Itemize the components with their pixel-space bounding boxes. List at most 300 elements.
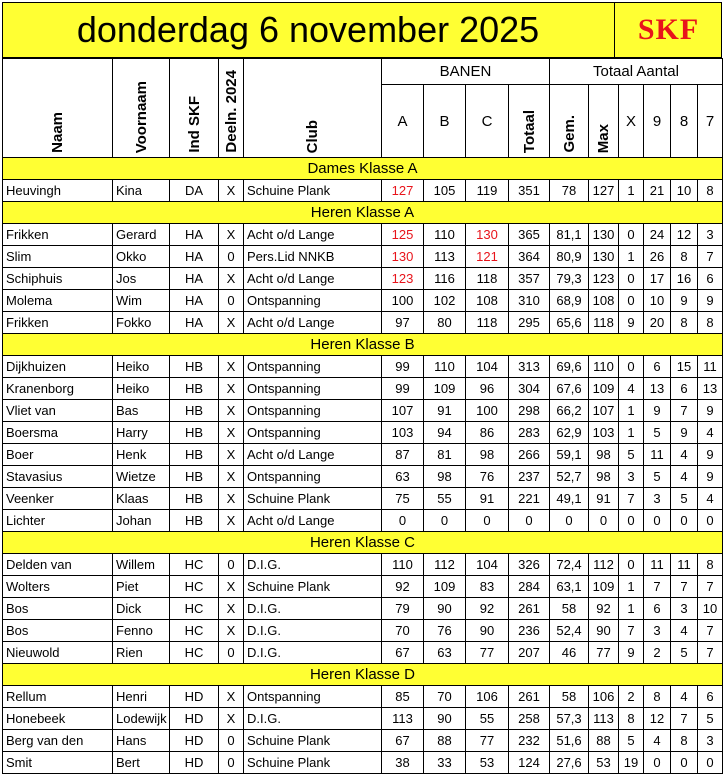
cell-n7: 0 [698, 752, 723, 774]
table-row [3, 708, 723, 730]
cell-n8: 16 [671, 268, 698, 290]
cell-ind: HB [170, 378, 219, 400]
header-totaal-aantal: Totaal Aantal [550, 59, 723, 85]
cell-naam: Wolters [3, 576, 113, 598]
page-title: donderdag 6 november 2025 [76, 9, 540, 50]
cell-n9: 24 [644, 224, 671, 246]
cell-ind: HC [170, 598, 219, 620]
cell-n9: 0 [644, 510, 671, 532]
cell-b: 0 [424, 510, 466, 532]
table-row [3, 180, 723, 202]
cell-ind: HA [170, 268, 219, 290]
cell-b: 88 [424, 730, 466, 752]
cell-max: 109 [589, 576, 619, 598]
header-9: 9 [644, 85, 671, 158]
cell-deeln: 0 [219, 554, 244, 576]
cell-c: 92 [466, 598, 509, 620]
cell-gem: 79,3 [550, 268, 589, 290]
cell-ind: HB [170, 510, 219, 532]
cell-club: D.I.G. [244, 642, 382, 664]
header-c: C [466, 85, 509, 158]
cell-x: 1 [619, 576, 644, 598]
cell-n7: 6 [698, 268, 723, 290]
cell-deeln: X [219, 444, 244, 466]
cell-n9: 13 [644, 378, 671, 400]
cell-max: 107 [589, 400, 619, 422]
cell-totaal: 357 [509, 268, 550, 290]
cell-c: 53 [466, 752, 509, 774]
cell-deeln: X [219, 356, 244, 378]
table-row [3, 642, 723, 664]
cell-totaal: 236 [509, 620, 550, 642]
cell-a: 107 [382, 400, 424, 422]
cell-club: Ontspanning [244, 356, 382, 378]
cell-voornaam: Lodewijk [113, 708, 170, 730]
cell-x: 2 [619, 686, 644, 708]
cell-c: 106 [466, 686, 509, 708]
cell-naam: Nieuwold [3, 642, 113, 664]
cell-voornaam: Jos [113, 268, 170, 290]
cell-voornaam: Bert [113, 752, 170, 774]
cell-n8: 3 [671, 598, 698, 620]
table-row [3, 378, 723, 400]
cell-voornaam: Dick [113, 598, 170, 620]
cell-deeln: 0 [219, 752, 244, 774]
cell-x: 0 [619, 290, 644, 312]
cell-n8: 6 [671, 378, 698, 400]
cell-max: 118 [589, 312, 619, 334]
cell-n8: 7 [671, 400, 698, 422]
cell-voornaam: Bas [113, 400, 170, 422]
cell-n9: 21 [644, 180, 671, 202]
table-row [3, 268, 723, 290]
cell-ind: HD [170, 708, 219, 730]
cell-a: 113 [382, 708, 424, 730]
cell-naam: Veenker [3, 488, 113, 510]
cell-totaal: 261 [509, 598, 550, 620]
cell-c: 91 [466, 488, 509, 510]
cell-ind: HD [170, 730, 219, 752]
cell-max: 109 [589, 378, 619, 400]
cell-x: 1 [619, 400, 644, 422]
section-header [3, 158, 723, 180]
cell-n8: 5 [671, 642, 698, 664]
cell-deeln: X [219, 488, 244, 510]
cell-c: 77 [466, 730, 509, 752]
table-row [3, 620, 723, 642]
table-row [3, 598, 723, 620]
header-gem: Gem. [550, 85, 589, 158]
cell-club: D.I.G. [244, 598, 382, 620]
cell-x: 3 [619, 466, 644, 488]
cell-a: 70 [382, 620, 424, 642]
cell-naam: Schiphuis [3, 268, 113, 290]
cell-max: 90 [589, 620, 619, 642]
cell-totaal: 283 [509, 422, 550, 444]
cell-a: 125 [382, 224, 424, 246]
cell-ind: HB [170, 444, 219, 466]
cell-a: 79 [382, 598, 424, 620]
cell-voornaam: Hans [113, 730, 170, 752]
cell-c: 98 [466, 444, 509, 466]
cell-totaal: 237 [509, 466, 550, 488]
cell-x: 4 [619, 378, 644, 400]
cell-c: 86 [466, 422, 509, 444]
cell-b: 112 [424, 554, 466, 576]
cell-voornaam: Henk [113, 444, 170, 466]
cell-ind: HB [170, 466, 219, 488]
cell-c: 104 [466, 356, 509, 378]
cell-max: 113 [589, 708, 619, 730]
header-8: 8 [671, 85, 698, 158]
cell-voornaam: Okko [113, 246, 170, 268]
cell-club: Ontspanning [244, 686, 382, 708]
cell-gem: 58 [550, 598, 589, 620]
cell-n7: 8 [698, 554, 723, 576]
cell-x: 0 [619, 268, 644, 290]
cell-deeln: X [219, 378, 244, 400]
table-row [3, 422, 723, 444]
cell-n7: 9 [698, 444, 723, 466]
cell-n9: 6 [644, 356, 671, 378]
cell-club: Acht o/d Lange [244, 268, 382, 290]
cell-n8: 4 [671, 444, 698, 466]
cell-voornaam: Fenno [113, 620, 170, 642]
cell-n8: 0 [671, 752, 698, 774]
header-deeln: Deeln. 2024 [219, 59, 244, 158]
cell-voornaam: Harry [113, 422, 170, 444]
cell-n8: 5 [671, 488, 698, 510]
table-row [3, 466, 723, 488]
cell-x: 0 [619, 224, 644, 246]
cell-club: D.I.G. [244, 620, 382, 642]
cell-x: 1 [619, 422, 644, 444]
cell-n9: 0 [644, 752, 671, 774]
cell-naam: Dijkhuizen [3, 356, 113, 378]
table-row [3, 290, 723, 312]
cell-x: 0 [619, 356, 644, 378]
header-b: B [424, 85, 466, 158]
cell-n7: 4 [698, 422, 723, 444]
cell-max: 123 [589, 268, 619, 290]
cell-n7: 7 [698, 620, 723, 642]
cell-ind: HB [170, 356, 219, 378]
cell-x: 9 [619, 312, 644, 334]
cell-a: 67 [382, 730, 424, 752]
cell-gem: 0 [550, 510, 589, 532]
cell-ind: HA [170, 312, 219, 334]
cell-n7: 3 [698, 730, 723, 752]
cell-totaal: 310 [509, 290, 550, 312]
cell-club: Schuine Plank [244, 488, 382, 510]
cell-naam: Honebeek [3, 708, 113, 730]
cell-n9: 26 [644, 246, 671, 268]
cell-voornaam: Piet [113, 576, 170, 598]
cell-club: Ontspanning [244, 422, 382, 444]
cell-ind: HB [170, 422, 219, 444]
cell-x: 0 [619, 510, 644, 532]
cell-deeln: X [219, 576, 244, 598]
cell-c: 90 [466, 620, 509, 642]
cell-n7: 8 [698, 180, 723, 202]
cell-naam: Heuvingh [3, 180, 113, 202]
header-x: X [619, 85, 644, 158]
cell-n9: 11 [644, 444, 671, 466]
cell-x: 1 [619, 598, 644, 620]
cell-b: 109 [424, 576, 466, 598]
table-row [3, 488, 723, 510]
cell-c: 100 [466, 400, 509, 422]
cell-max: 127 [589, 180, 619, 202]
cell-x: 5 [619, 730, 644, 752]
cell-a: 100 [382, 290, 424, 312]
cell-club: Acht o/d Lange [244, 510, 382, 532]
header-naam: Naam [3, 59, 113, 158]
cell-b: 90 [424, 598, 466, 620]
cell-ind: HB [170, 400, 219, 422]
cell-n9: 3 [644, 488, 671, 510]
cell-totaal: 232 [509, 730, 550, 752]
results-table [2, 58, 723, 774]
cell-voornaam: Gerard [113, 224, 170, 246]
section-header [3, 202, 723, 224]
cell-x: 7 [619, 488, 644, 510]
cell-totaal: 258 [509, 708, 550, 730]
cell-max: 110 [589, 356, 619, 378]
cell-ind: HD [170, 752, 219, 774]
cell-n9: 20 [644, 312, 671, 334]
table-row [3, 246, 723, 268]
cell-gem: 81,1 [550, 224, 589, 246]
cell-b: 70 [424, 686, 466, 708]
header-ind-skf: Ind SKF [170, 59, 219, 158]
cell-x: 7 [619, 620, 644, 642]
cell-voornaam: Fokko [113, 312, 170, 334]
cell-n7: 3 [698, 224, 723, 246]
cell-ind: HC [170, 576, 219, 598]
table-row [3, 576, 723, 598]
cell-b: 113 [424, 246, 466, 268]
cell-c: 0 [466, 510, 509, 532]
cell-x: 19 [619, 752, 644, 774]
cell-b: 105 [424, 180, 466, 202]
cell-n8: 4 [671, 466, 698, 488]
cell-max: 130 [589, 246, 619, 268]
cell-a: 63 [382, 466, 424, 488]
cell-ind: HB [170, 488, 219, 510]
cell-gem: 72,4 [550, 554, 589, 576]
section-header [3, 664, 723, 686]
cell-club: Ontspanning [244, 378, 382, 400]
cell-n9: 5 [644, 466, 671, 488]
cell-gem: 59,1 [550, 444, 589, 466]
cell-a: 75 [382, 488, 424, 510]
cell-deeln: 0 [219, 246, 244, 268]
cell-naam: Berg van den [3, 730, 113, 752]
cell-deeln: X [219, 466, 244, 488]
cell-n8: 0 [671, 510, 698, 532]
cell-naam: Rellum [3, 686, 113, 708]
cell-b: 80 [424, 312, 466, 334]
cell-deeln: X [219, 686, 244, 708]
cell-gem: 51,6 [550, 730, 589, 752]
cell-max: 92 [589, 598, 619, 620]
cell-ind: DA [170, 180, 219, 202]
cell-totaal: 221 [509, 488, 550, 510]
cell-totaal: 207 [509, 642, 550, 664]
cell-club: Schuine Plank [244, 730, 382, 752]
cell-n9: 3 [644, 620, 671, 642]
cell-c: 118 [466, 312, 509, 334]
cell-deeln: X [219, 598, 244, 620]
cell-naam: Lichter [3, 510, 113, 532]
cell-b: 90 [424, 708, 466, 730]
cell-a: 97 [382, 312, 424, 334]
cell-a: 87 [382, 444, 424, 466]
cell-a: 103 [382, 422, 424, 444]
cell-n7: 8 [698, 312, 723, 334]
cell-n8: 8 [671, 312, 698, 334]
cell-gem: 69,6 [550, 356, 589, 378]
cell-n7: 13 [698, 378, 723, 400]
cell-n9: 2 [644, 642, 671, 664]
cell-a: 0 [382, 510, 424, 532]
cell-a: 99 [382, 356, 424, 378]
cell-b: 94 [424, 422, 466, 444]
cell-n9: 9 [644, 400, 671, 422]
cell-gem: 52,7 [550, 466, 589, 488]
cell-totaal: 313 [509, 356, 550, 378]
cell-club: D.I.G. [244, 708, 382, 730]
cell-x: 8 [619, 708, 644, 730]
cell-c: 108 [466, 290, 509, 312]
cell-n9: 8 [644, 686, 671, 708]
cell-n9: 17 [644, 268, 671, 290]
cell-n7: 6 [698, 686, 723, 708]
cell-x: 9 [619, 642, 644, 664]
cell-x: 1 [619, 246, 644, 268]
cell-deeln: X [219, 180, 244, 202]
cell-voornaam: Kina [113, 180, 170, 202]
section-header [3, 532, 723, 554]
section-header [3, 334, 723, 356]
cell-totaal: 326 [509, 554, 550, 576]
cell-b: 110 [424, 356, 466, 378]
header-club: Club [244, 59, 382, 158]
cell-b: 91 [424, 400, 466, 422]
cell-club: Schuine Plank [244, 576, 382, 598]
cell-deeln: X [219, 312, 244, 334]
cell-a: 92 [382, 576, 424, 598]
cell-n8: 10 [671, 180, 698, 202]
cell-ind: HC [170, 642, 219, 664]
section-title: Heren Klasse D [3, 664, 723, 686]
table-row [3, 312, 723, 334]
cell-c: 96 [466, 378, 509, 400]
cell-totaal: 304 [509, 378, 550, 400]
cell-totaal: 351 [509, 180, 550, 202]
cell-naam: Bos [3, 620, 113, 642]
cell-n7: 9 [698, 400, 723, 422]
cell-gem: 57,3 [550, 708, 589, 730]
cell-naam: Delden van [3, 554, 113, 576]
cell-a: 110 [382, 554, 424, 576]
cell-b: 102 [424, 290, 466, 312]
cell-max: 53 [589, 752, 619, 774]
cell-n9: 4 [644, 730, 671, 752]
cell-totaal: 0 [509, 510, 550, 532]
cell-max: 88 [589, 730, 619, 752]
table-row [3, 730, 723, 752]
section-title: Heren Klasse C [3, 532, 723, 554]
cell-totaal: 284 [509, 576, 550, 598]
cell-b: 63 [424, 642, 466, 664]
cell-n8: 4 [671, 620, 698, 642]
table-row [3, 400, 723, 422]
cell-club: Schuine Plank [244, 752, 382, 774]
cell-ind: HC [170, 554, 219, 576]
cell-x: 0 [619, 554, 644, 576]
cell-n7: 11 [698, 356, 723, 378]
cell-b: 110 [424, 224, 466, 246]
cell-n7: 7 [698, 642, 723, 664]
cell-voornaam: Johan [113, 510, 170, 532]
cell-n7: 9 [698, 466, 723, 488]
cell-b: 109 [424, 378, 466, 400]
cell-deeln: X [219, 224, 244, 246]
cell-gem: 58 [550, 686, 589, 708]
cell-gem: 27,6 [550, 752, 589, 774]
header-banen: BANEN [382, 59, 550, 85]
table-row [3, 356, 723, 378]
cell-naam: Molema [3, 290, 113, 312]
cell-a: 38 [382, 752, 424, 774]
cell-max: 0 [589, 510, 619, 532]
cell-ind: HC [170, 620, 219, 642]
cell-b: 76 [424, 620, 466, 642]
cell-n7: 4 [698, 488, 723, 510]
cell-n9: 11 [644, 554, 671, 576]
cell-naam: Frikken [3, 312, 113, 334]
cell-max: 108 [589, 290, 619, 312]
cell-max: 77 [589, 642, 619, 664]
cell-deeln: X [219, 400, 244, 422]
cell-c: 130 [466, 224, 509, 246]
cell-ind: HA [170, 246, 219, 268]
cell-deeln: X [219, 510, 244, 532]
cell-b: 81 [424, 444, 466, 466]
cell-deeln: X [219, 268, 244, 290]
cell-gem: 63,1 [550, 576, 589, 598]
skf-logo: SKF [614, 3, 722, 57]
cell-n8: 8 [671, 730, 698, 752]
cell-n7: 7 [698, 246, 723, 268]
cell-ind: HA [170, 290, 219, 312]
cell-c: 121 [466, 246, 509, 268]
cell-n8: 12 [671, 224, 698, 246]
cell-gem: 52,4 [550, 620, 589, 642]
cell-c: 119 [466, 180, 509, 202]
cell-b: 55 [424, 488, 466, 510]
cell-totaal: 295 [509, 312, 550, 334]
cell-b: 98 [424, 466, 466, 488]
title-bar [2, 2, 722, 58]
cell-a: 127 [382, 180, 424, 202]
cell-n9: 10 [644, 290, 671, 312]
cell-n8: 4 [671, 686, 698, 708]
cell-gem: 78 [550, 180, 589, 202]
cell-totaal: 364 [509, 246, 550, 268]
